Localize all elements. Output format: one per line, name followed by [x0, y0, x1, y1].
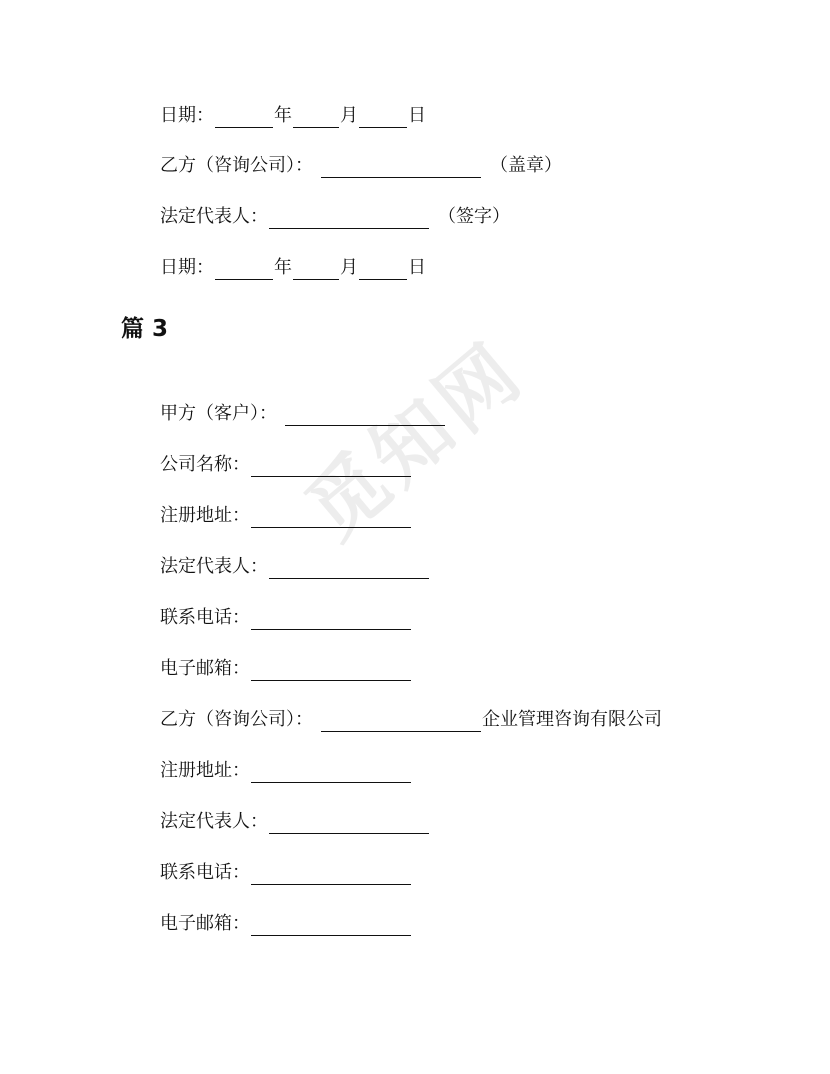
day-text-2: 日	[408, 257, 426, 278]
email-blank-b[interactable]	[251, 917, 411, 936]
legal-rep-blank[interactable]	[269, 210, 429, 229]
email-line-a	[160, 657, 412, 681]
legal-rep-line-b	[160, 810, 430, 834]
party-a-line	[160, 402, 446, 426]
day-blank[interactable]	[359, 109, 407, 128]
party-b-line	[160, 708, 662, 732]
legal-rep-sign-line	[160, 205, 510, 229]
party-b-label: 乙方（咨询公司）：	[160, 155, 313, 176]
party-b-seal-line	[160, 154, 562, 178]
month-text: 月	[340, 105, 358, 126]
party-b-blank[interactable]	[321, 159, 481, 178]
company-name-label: 公司名称：	[160, 454, 250, 475]
year-blank-2[interactable]	[215, 261, 273, 280]
day-text: 日	[408, 105, 426, 126]
legal-rep-label-a: 法定代表人：	[160, 556, 268, 577]
day-blank-2[interactable]	[359, 261, 407, 280]
date-line-2	[160, 256, 426, 280]
reg-address-blank-b[interactable]	[251, 764, 411, 783]
phone-line-b	[160, 861, 412, 885]
watermark: 觅知网	[290, 325, 541, 557]
email-line-b	[160, 912, 412, 936]
phone-line-a	[160, 606, 412, 630]
month-blank[interactable]	[293, 109, 339, 128]
party-a-label: 甲方（客户）：	[160, 403, 277, 424]
sign-note: （签字）	[438, 206, 510, 227]
legal-rep-blank-b[interactable]	[269, 815, 429, 834]
seal-note: （盖章）	[490, 155, 562, 176]
party-b-company-suffix: 企业管理咨询有限公司	[482, 709, 662, 730]
year-text: 年	[274, 105, 292, 126]
reg-address-label-b: 注册地址：	[160, 760, 250, 781]
company-name-blank[interactable]	[251, 458, 411, 477]
reg-address-line-b	[160, 759, 412, 783]
month-blank-2[interactable]	[293, 261, 339, 280]
party-a-blank[interactable]	[285, 407, 445, 426]
email-label-a: 电子邮箱：	[160, 658, 250, 679]
reg-address-line-a	[160, 504, 412, 528]
phone-blank-a[interactable]	[251, 611, 411, 630]
email-label-b: 电子邮箱：	[160, 913, 250, 934]
party-b-label-2: 乙方（咨询公司）：	[160, 709, 313, 730]
legal-rep-blank-a[interactable]	[269, 560, 429, 579]
year-blank[interactable]	[215, 109, 273, 128]
month-text-2: 月	[340, 257, 358, 278]
party-b-blank-2[interactable]	[321, 713, 481, 732]
date-label: 日期：	[160, 105, 214, 126]
company-name-line	[160, 453, 412, 477]
date-label-2: 日期：	[160, 257, 214, 278]
legal-rep-label: 法定代表人：	[160, 206, 268, 227]
phone-label-a: 联系电话：	[160, 607, 250, 628]
date-line-1	[160, 104, 426, 128]
phone-label-b: 联系电话：	[160, 862, 250, 883]
phone-blank-b[interactable]	[251, 866, 411, 885]
reg-address-label-a: 注册地址：	[160, 505, 250, 526]
year-text-2: 年	[274, 257, 292, 278]
email-blank-a[interactable]	[251, 662, 411, 681]
section-title: 篇 3	[121, 316, 169, 342]
reg-address-blank-a[interactable]	[251, 509, 411, 528]
legal-rep-line-a	[160, 555, 430, 579]
legal-rep-label-b: 法定代表人：	[160, 811, 268, 832]
